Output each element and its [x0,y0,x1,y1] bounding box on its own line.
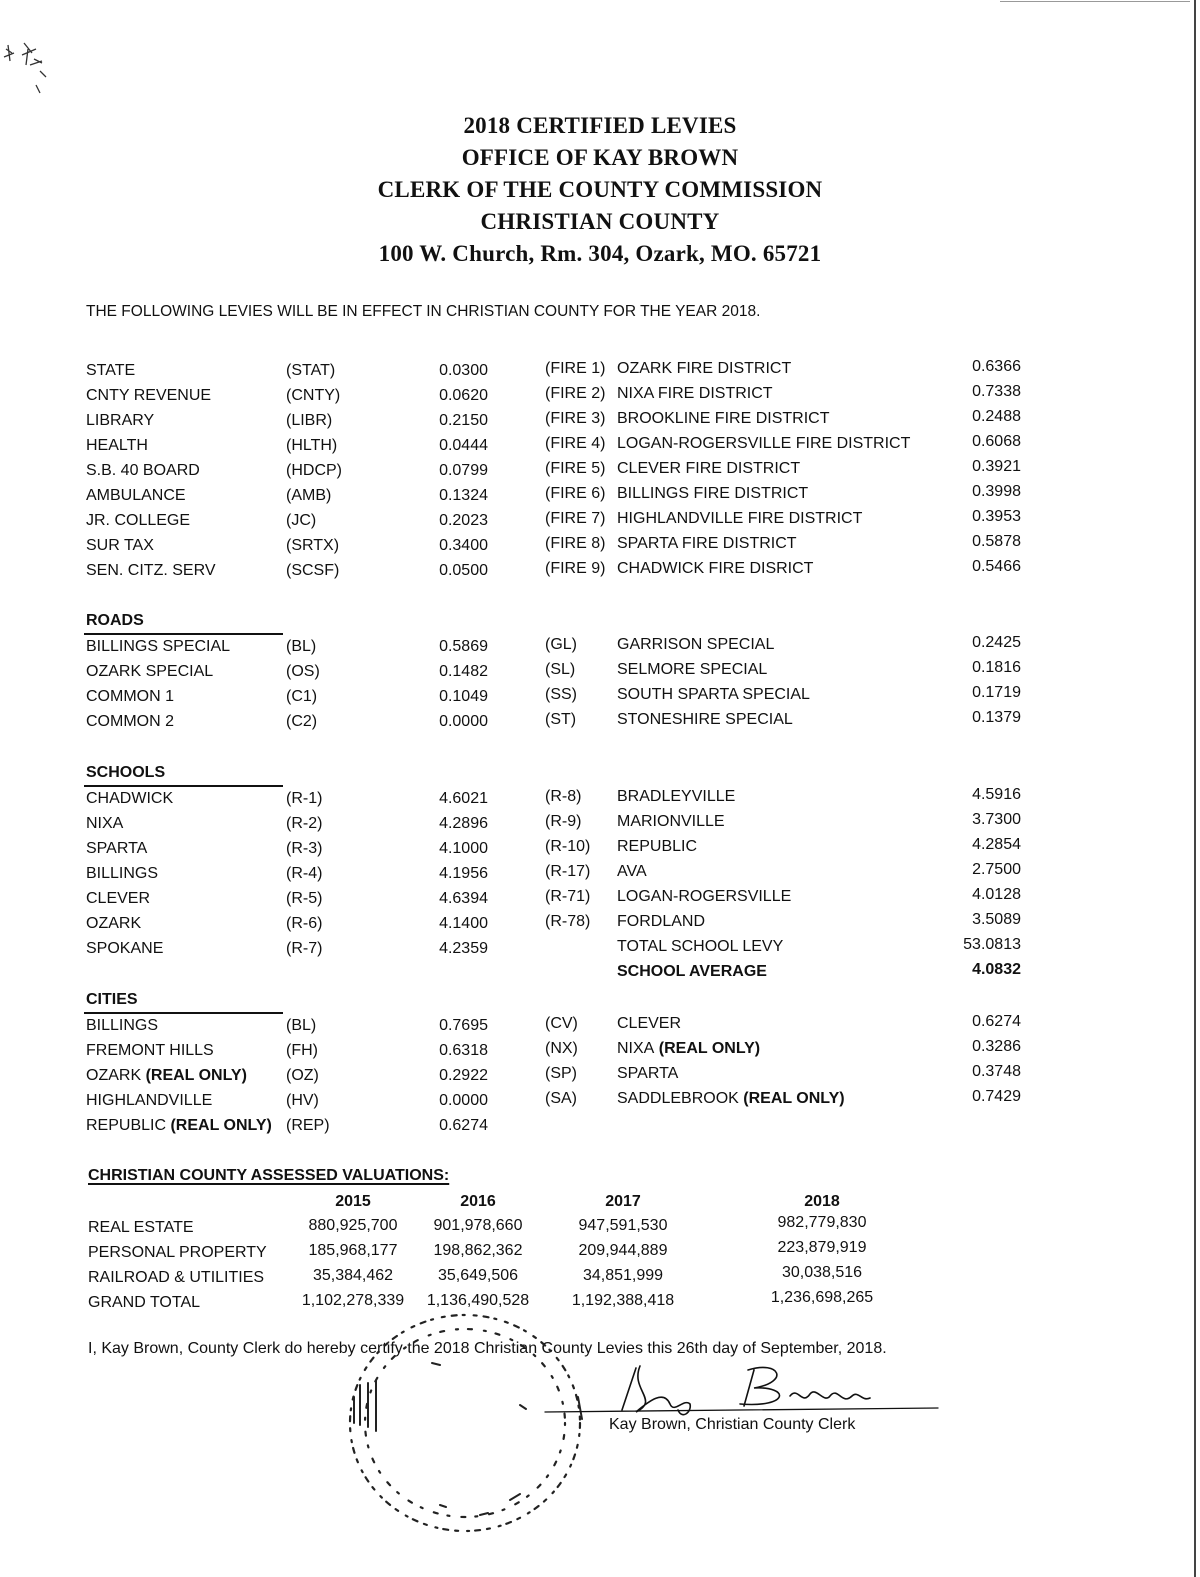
road-left-0-rate: 0.5869 [439,638,488,655]
school-left-2-name: SPARTA [86,840,148,857]
road-left-1-name: OZARK SPECIAL [86,663,214,680]
school-right-5-code: (R-78) [545,913,591,930]
general-levy-2-rate: 0.2150 [439,412,488,429]
road-left-2-code: (C1) [286,688,318,705]
city-right-0-rate: 0.6274 [972,1013,1021,1030]
school-left-0-name: CHADWICK [86,790,174,807]
school-right-2-code: (R-10) [545,838,591,855]
city-left-4-name: REPUBLIC (REAL ONLY) [86,1117,272,1134]
city-left-2-code: (OZ) [286,1067,319,1084]
city-left-0-name: BILLINGS [86,1017,159,1034]
valuation-value-3-1: 1,136,490,528 [426,1292,530,1309]
fire-district-7-rate: 0.5878 [972,533,1021,550]
road-right-2-name: SOUTH SPARTA SPECIAL [617,686,810,703]
valuation-value-1-1: 198,862,362 [433,1242,523,1259]
school-right-0-code: (R-8) [545,788,582,805]
general-levy-6-code: (JC) [286,512,317,529]
fire-district-2-rate: 0.2488 [972,408,1021,425]
road-left-2-rate: 0.1049 [439,688,488,705]
general-levy-4-rate: 0.0799 [439,462,488,479]
general-levy-8-name: SEN. CITZ. SERV [86,562,216,579]
fire-district-5-rate: 0.3998 [972,483,1021,500]
valuation-row-label-3: GRAND TOTAL [88,1294,201,1311]
valuation-value-2-1: 35,649,506 [437,1267,519,1284]
fire-district-8-rate: 0.5466 [972,558,1021,575]
road-left-2-name: COMMON 1 [86,688,174,705]
header-office: OFFICE OF KAY BROWN [461,145,739,170]
school-right-1-rate: 3.7300 [972,811,1021,828]
fire-district-8-code: (FIRE 9) [545,560,606,577]
general-levy-6-rate: 0.2023 [439,512,488,529]
road-left-3-code: (C2) [286,713,318,730]
road-right-0-name: GARRISON SPECIAL [617,636,775,653]
fire-district-8-name: CHADWICK FIRE DISRICT [617,560,814,577]
valuation-value-1-0: 185,968,177 [308,1242,398,1259]
school-left-3-code: (R-4) [286,865,323,882]
school-right-2-name: REPUBLIC [617,838,698,855]
schools-title-rule [84,785,283,787]
city-right-0-code: (CV) [545,1015,578,1032]
fire-district-1-code: (FIRE 2) [545,385,606,402]
school-right-1-name: MARIONVILLE [617,813,725,830]
general-levy-3-name: HEALTH [86,437,148,454]
fire-district-6-code: (FIRE 7) [545,510,606,527]
school-right-0-name: BRADLEYVILLE [617,788,736,805]
total-school-levy-value: 53.0813 [963,936,1021,953]
header-clerk: CLERK OF THE COUNTY COMMISSION [377,177,823,202]
city-right-1-name: NIXA (REAL ONLY) [617,1040,761,1057]
school-right-5-name: FORDLAND [617,913,706,930]
city-left-1-code: (FH) [286,1042,318,1059]
city-left-0-code: (BL) [286,1017,317,1034]
city-left-4-qualifier: (REAL ONLY) [166,1117,272,1134]
fire-district-0-code: (FIRE 1) [545,360,606,377]
school-right-0-rate: 4.5916 [972,786,1021,803]
school-right-4-code: (R-71) [545,888,591,905]
road-left-1-rate: 0.1482 [439,663,488,680]
school-right-4-name: LOGAN-ROGERSVILLE [617,888,792,905]
city-left-3-code: (HV) [286,1092,319,1109]
school-right-1-code: (R-9) [545,813,582,830]
general-levy-0-rate: 0.0300 [439,362,488,379]
city-left-2-qualifier: (REAL ONLY) [141,1067,247,1084]
fire-district-4-name: CLEVER FIRE DISTRICT [617,460,801,477]
scan-border-top [1000,1,1190,2]
valuation-value-1-3: 223,879,919 [777,1239,867,1256]
school-left-0-code: (R-1) [286,790,323,807]
general-levy-1-code: (CNTY) [286,387,341,404]
school-left-4-rate: 4.6394 [439,890,488,907]
city-right-3-code: (SA) [545,1090,577,1107]
certification-statement: I, Kay Brown, County Clerk do hereby certify the 2018 Christian County Levies this 26th day of September, 2018. [88,1340,887,1357]
school-right-2-rate: 4.2854 [972,836,1021,853]
fire-district-6-rate: 0.3953 [972,508,1021,525]
road-left-3-name: COMMON 2 [86,713,174,730]
general-levy-4-code: (HDCP) [286,462,342,479]
fire-district-4-code: (FIRE 5) [545,460,606,477]
school-right-3-code: (R-17) [545,863,591,880]
valuation-value-2-0: 35,384,462 [312,1267,394,1284]
city-right-2-code: (SP) [545,1065,577,1082]
general-levy-6-name: JR. COLLEGE [86,512,191,529]
general-levy-1-rate: 0.0620 [439,387,488,404]
city-right-2-rate: 0.3748 [972,1063,1021,1080]
fire-district-3-rate: 0.6068 [972,433,1021,450]
city-right-1-rate: 0.3286 [972,1038,1021,1055]
city-left-3-rate: 0.0000 [439,1092,488,1109]
general-levy-5-code: (AMB) [286,487,332,504]
city-left-3-name: HIGHLANDVILLE [86,1092,213,1109]
city-right-1-code: (NX) [545,1040,578,1057]
city-right-0-name: CLEVER [617,1015,682,1032]
school-left-4-name: CLEVER [86,890,151,907]
road-right-3-name: STONESHIRE SPECIAL [617,711,793,728]
city-left-0-rate: 0.7695 [439,1017,488,1034]
road-right-3-code: (ST) [545,711,577,728]
header-address: 100 W. Church, Rm. 304, Ozark, MO. 65721 [378,241,822,266]
general-levy-2-name: LIBRARY [86,412,155,429]
school-left-0-rate: 4.6021 [439,790,488,807]
road-right-0-code: (GL) [545,636,577,653]
general-levy-0-code: (STAT) [286,362,336,379]
general-levy-8-rate: 0.0500 [439,562,488,579]
general-levy-4-name: S.B. 40 BOARD [86,462,200,479]
total-school-levy-label: TOTAL SCHOOL LEVY [617,938,784,955]
city-right-2-name: SPARTA [617,1065,679,1082]
school-average-value: 4.0832 [972,961,1021,978]
valuation-value-0-0: 880,925,700 [308,1217,398,1234]
header-county: CHRISTIAN COUNTY [480,209,720,234]
road-right-1-rate: 0.1816 [972,659,1021,676]
city-right-3-name: SADDLEBROOK (REAL ONLY) [617,1090,845,1107]
school-right-4-rate: 4.0128 [972,886,1021,903]
city-right-1-qualifier: (REAL ONLY) [654,1040,761,1057]
city-left-2-name: OZARK (REAL ONLY) [86,1067,247,1084]
road-left-0-code: (BL) [286,638,317,655]
road-right-2-code: (SS) [545,686,577,703]
valuation-value-1-2: 209,944,889 [578,1242,668,1259]
fire-district-7-code: (FIRE 8) [545,535,606,552]
general-levy-5-rate: 0.1324 [439,487,488,504]
intro-statement: THE FOLLOWING LEVIES WILL BE IN EFFECT IN CHRISTIAN COUNTY FOR THE YEAR 2018. [86,303,761,320]
valuation-value-3-0: 1,102,278,339 [301,1292,405,1309]
valuation-value-0-1: 901,978,660 [433,1217,523,1234]
school-left-3-rate: 4.1956 [439,865,488,882]
city-right-3-rate: 0.7429 [972,1088,1021,1105]
road-left-1-code: (OS) [286,663,320,680]
road-left-3-rate: 0.0000 [439,713,488,730]
roads-title-rule [84,633,283,635]
school-left-5-code: (R-6) [286,915,323,932]
valuation-year-2016: 2016 [460,1193,496,1210]
fire-district-1-rate: 0.7338 [972,383,1021,400]
general-levy-2-code: (LIBR) [286,412,333,429]
valuation-row-label-1: PERSONAL PROPERTY [88,1244,267,1261]
fire-district-5-name: BILLINGS FIRE DISTRICT [617,485,809,502]
valuation-value-3-3: 1,236,698,265 [770,1289,874,1306]
road-left-0-name: BILLINGS SPECIAL [86,638,231,655]
city-right-3-qualifier: (REAL ONLY) [738,1090,845,1107]
roads-section-title: ROADS [86,612,144,629]
school-average-label: SCHOOL AVERAGE [617,963,767,980]
valuation-year-2015: 2015 [335,1193,371,1210]
school-left-6-name: SPOKANE [86,940,164,957]
fire-district-1-name: NIXA FIRE DISTRICT [617,385,773,402]
city-left-2-rate: 0.2922 [439,1067,488,1084]
school-left-1-name: NIXA [86,815,124,832]
header-title: 2018 CERTIFIED LEVIES [463,113,737,138]
cities-title-rule [84,1012,283,1014]
fire-district-3-name: LOGAN-ROGERSVILLE FIRE DISTRICT [617,435,911,452]
fire-district-2-code: (FIRE 3) [545,410,606,427]
valuation-value-2-3: 30,038,516 [781,1264,863,1281]
school-left-6-rate: 4.2359 [439,940,488,957]
fire-district-2-name: BROOKLINE FIRE DISTRICT [617,410,830,427]
school-left-1-rate: 4.2896 [439,815,488,832]
scan-border-right [1194,0,1196,1577]
fire-district-0-name: OZARK FIRE DISTRICT [617,360,792,377]
general-levy-8-code: (SCSF) [286,562,340,579]
fire-district-0-rate: 0.6366 [972,358,1021,375]
schools-section-title: SCHOOLS [86,764,166,781]
school-left-4-code: (R-5) [286,890,323,907]
valuation-value-0-3: 982,779,830 [777,1214,867,1231]
school-left-1-code: (R-2) [286,815,323,832]
general-levy-7-name: SUR TAX [86,537,154,554]
valuation-row-label-0: REAL ESTATE [88,1219,194,1236]
school-left-6-code: (R-7) [286,940,323,957]
school-right-3-rate: 2.7500 [972,861,1021,878]
school-left-2-rate: 4.1000 [439,840,488,857]
school-left-2-code: (R-3) [286,840,323,857]
valuations-title: CHRISTIAN COUNTY ASSESSED VALUATIONS: [88,1167,450,1184]
valuation-year-2017: 2017 [605,1193,641,1210]
road-right-1-code: (SL) [545,661,576,678]
fire-district-6-name: HIGHLANDVILLE FIRE DISTRICT [617,510,863,527]
scan-margin-marks [0,35,60,105]
fire-district-5-code: (FIRE 6) [545,485,606,502]
valuation-value-2-2: 34,851,999 [582,1267,664,1284]
road-right-3-rate: 0.1379 [972,709,1021,726]
road-right-2-rate: 0.1719 [972,684,1021,701]
city-left-1-name: FREMONT HILLS [86,1042,214,1059]
school-left-3-name: BILLINGS [86,865,159,882]
fire-district-3-code: (FIRE 4) [545,435,606,452]
general-levy-0-name: STATE [86,362,136,379]
fire-district-7-name: SPARTA FIRE DISTRICT [617,535,797,552]
general-levy-7-rate: 0.3400 [439,537,488,554]
general-levy-3-rate: 0.0444 [439,437,488,454]
signature-caption: Kay Brown, Christian County Clerk [609,1416,856,1433]
valuation-year-2018: 2018 [804,1193,840,1210]
school-right-3-name: AVA [617,863,647,880]
road-right-0-rate: 0.2425 [972,634,1021,651]
valuation-value-0-2: 947,591,530 [578,1217,668,1234]
school-left-5-rate: 4.1400 [439,915,488,932]
general-levy-5-name: AMBULANCE [86,487,186,504]
fire-district-4-rate: 0.3921 [972,458,1021,475]
valuation-row-label-2: RAILROAD & UTILITIES [88,1269,265,1286]
city-left-4-rate: 0.6274 [439,1117,488,1134]
general-levy-1-name: CNTY REVENUE [86,387,212,404]
general-levy-3-code: (HLTH) [286,437,338,454]
road-right-1-name: SELMORE SPECIAL [617,661,768,678]
city-left-4-code: (REP) [286,1117,330,1134]
school-right-5-rate: 3.5089 [972,911,1021,928]
city-left-1-rate: 0.6318 [439,1042,488,1059]
valuation-value-3-2: 1,192,388,418 [571,1292,675,1309]
school-left-5-name: OZARK [86,915,142,932]
cities-section-title: CITIES [86,991,138,1008]
general-levy-7-code: (SRTX) [286,537,340,554]
